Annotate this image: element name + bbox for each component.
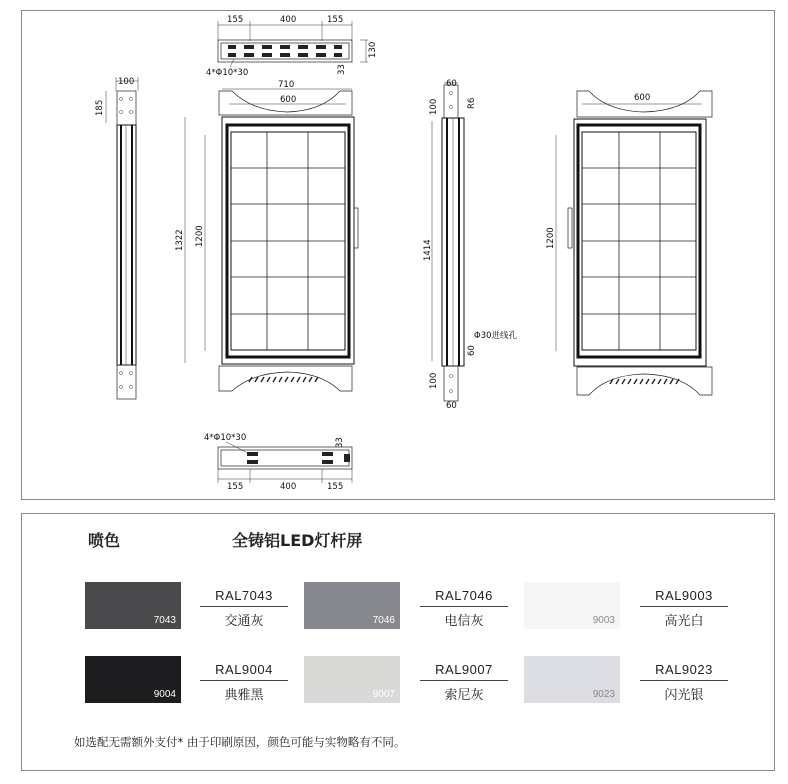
swatch-9007: [304, 656, 400, 703]
ral-code: RAL7046: [420, 588, 508, 607]
ral-code: RAL7043: [200, 588, 288, 607]
color-name: 典雅黑: [224, 688, 264, 703]
label-ral9007: [420, 662, 508, 703]
color-panel: [21, 513, 775, 771]
dim-side-60-top: 60: [446, 79, 457, 89]
label-ral7046: [420, 588, 508, 629]
dim-side-cable: Φ30进线孔: [474, 331, 518, 341]
label-ral7043: [200, 588, 288, 629]
swatch-9003: [524, 582, 620, 629]
dim-front-1200: 1200: [195, 225, 205, 247]
dim-side-1414: 1414: [423, 239, 433, 261]
dim-side-100-top: 100: [429, 98, 439, 115]
dim-front-600: 600: [280, 95, 297, 105]
color-section-title: 喷色: [88, 531, 121, 550]
color-name: 电信灰: [444, 614, 484, 629]
ral-code: RAL9003: [640, 588, 728, 607]
technical-drawing: [22, 11, 774, 499]
swatch-code: 9003: [592, 615, 615, 626]
dim-top-155-right: 155: [327, 15, 344, 25]
swatch-code: 9007: [372, 689, 395, 700]
dim-bottom-33: 33: [335, 437, 345, 448]
label-ral9003: [640, 588, 728, 629]
dim-front-1322: 1322: [175, 229, 185, 251]
ral-code: RAL9023: [640, 662, 728, 681]
label-ral9023: [640, 662, 728, 703]
label-ral9004: [200, 662, 288, 703]
left-side-view: [95, 77, 138, 399]
ral-code: RAL9007: [420, 662, 508, 681]
dim-left-185: 185: [95, 99, 105, 116]
swatch-9004: [85, 656, 181, 703]
swatch-code: 9023: [592, 689, 615, 700]
dim-right-600: 600: [634, 93, 651, 103]
color-name: 高光白: [664, 614, 704, 629]
swatch-7046: [304, 582, 400, 629]
dim-top-155-left: 155: [227, 15, 244, 25]
top-view: [206, 15, 378, 78]
front-view: [175, 80, 358, 391]
dim-bottom-400: 400: [280, 482, 297, 492]
color-name: 交通灰: [224, 614, 264, 629]
dim-right-1200: 1200: [546, 227, 556, 249]
dim-top-33: 33: [337, 64, 347, 75]
swatch-9023: [524, 656, 620, 703]
dim-side-60-bottom: 60: [446, 401, 457, 411]
footnote: 如选配无需额外支付* 由于印刷原因，颜色可能与实物略有不同。: [74, 735, 406, 749]
dim-top-400: 400: [280, 15, 297, 25]
dim-bottom-155-left: 155: [227, 482, 244, 492]
dim-side-r6: R6: [467, 97, 477, 109]
swatch-code: 7043: [153, 615, 176, 626]
swatch-code: 7046: [372, 615, 395, 626]
dim-top-holes: 4*Φ10*30: [206, 68, 249, 78]
color-name: 闪光银: [664, 688, 704, 703]
dim-top-side-130: 130: [368, 41, 378, 58]
product-title: 全铸铝LED灯杆屏: [232, 531, 363, 550]
rear-view: [546, 91, 712, 395]
swatch-code: 9004: [153, 689, 176, 700]
color-name: 索尼灰: [444, 688, 484, 703]
dim-side-100-bottom: 100: [429, 372, 439, 389]
dim-front-710: 710: [278, 80, 295, 90]
bottom-view: [204, 433, 352, 492]
side-view: [423, 79, 518, 411]
dim-bottom-holes: 4*Φ10*30: [204, 433, 247, 443]
dim-bottom-155-right: 155: [327, 482, 344, 492]
dim-side-60-small: 60: [467, 345, 477, 356]
ral-code: RAL9004: [200, 662, 288, 681]
dim-left-100: 100: [118, 77, 135, 87]
drawing-panel: [21, 10, 775, 500]
swatch-7043: [85, 582, 181, 629]
